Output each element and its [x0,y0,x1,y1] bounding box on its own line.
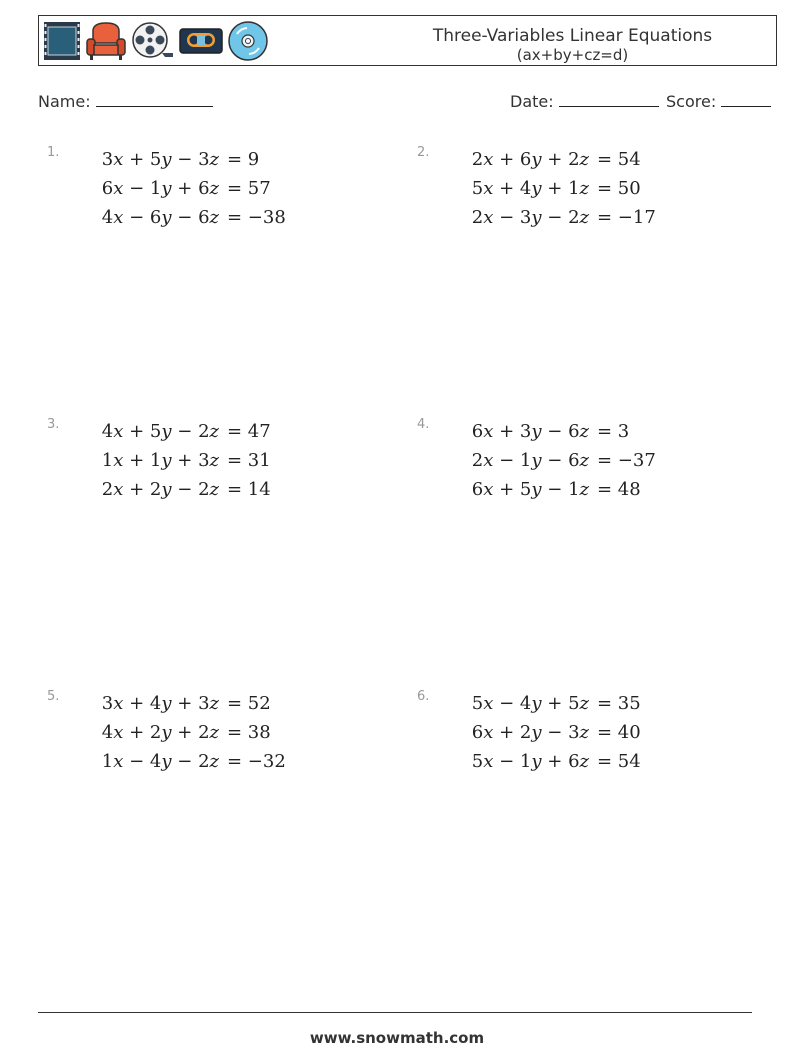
equation-lhs: 3x + 5y − 3z [101,149,219,170]
equation-rhs: = 9 [227,149,260,170]
equation-lhs: 6x + 5y − 1z [471,479,589,500]
equation-lhs: 6x − 1y + 6z [101,178,219,199]
equation-rhs: = 47 [227,421,271,442]
equation-rhs: = 14 [227,479,271,500]
equation-lhs: 2x − 3y − 2z [471,207,589,228]
worksheet-header [38,15,777,66]
equation-lhs: 4x − 6y − 6z [101,207,219,228]
problem-number: 1. [47,145,60,160]
equation-rhs: = 3 [597,421,630,442]
equation-rhs: = 54 [597,751,641,772]
equation-lhs: 4x + 5y − 2z [101,421,219,442]
equation-rhs: = 38 [227,722,271,743]
equation-rhs: = 48 [597,479,641,500]
header-icons [43,20,269,62]
worksheet-subtitle: (ax+by+cz=d) [516,46,629,64]
armchair-icon [85,21,127,61]
cd-disc-icon [227,20,269,62]
equation-rhs: = 40 [597,722,641,743]
score-label: Score: [666,92,717,111]
equation-rhs: = −17 [597,207,656,228]
problem-number: 4. [417,417,430,432]
equation-rhs: = −37 [597,450,656,471]
problem-number: 5. [47,689,60,704]
footer-url[interactable]: www.snowmath.com [309,1029,485,1047]
name-label: Name: [38,92,91,111]
film-frame-icon [43,21,81,61]
equation-lhs: 2x − 1y − 6z [471,450,589,471]
name-field[interactable] [38,92,213,111]
equation-rhs: = 54 [597,149,641,170]
equation-lhs: 6x + 3y − 6z [471,421,589,442]
problem-number: 2. [417,145,430,160]
equation-lhs: 3x + 4y + 3z [101,693,219,714]
date-label: Date: [510,92,554,111]
name-blank[interactable] [96,92,213,107]
equation-rhs: = −38 [227,207,286,228]
score-field[interactable] [666,92,771,111]
problem-number: 3. [47,417,60,432]
equation-rhs: = 52 [227,693,271,714]
equation-lhs: 2x + 2y − 2z [101,479,219,500]
videotape-icon [179,21,223,61]
date-blank[interactable] [559,92,659,107]
equation-lhs: 5x − 1y + 6z [471,751,589,772]
worksheet-title: Three-Variables Linear Equations [432,26,713,46]
score-blank[interactable] [721,92,771,107]
equation-lhs: 4x + 2y + 2z [101,722,219,743]
equation-lhs: 5x + 4y + 1z [471,178,589,199]
date-field[interactable] [510,92,659,111]
film-reel-icon [131,21,175,61]
equation-lhs: 2x + 6y + 2z [471,149,589,170]
equation-rhs: = −32 [227,751,286,772]
footer-divider [38,1012,752,1013]
equation-lhs: 6x + 2y − 3z [471,722,589,743]
equation-rhs: = 35 [597,693,641,714]
problem-number: 6. [417,689,430,704]
equation-rhs: = 57 [227,178,271,199]
equation-rhs: = 31 [227,450,271,471]
equation-lhs: 1x + 1y + 3z [101,450,219,471]
equation-rhs: = 50 [597,178,641,199]
equation-lhs: 5x − 4y + 5z [471,693,589,714]
equation-lhs: 1x − 4y − 2z [101,751,219,772]
